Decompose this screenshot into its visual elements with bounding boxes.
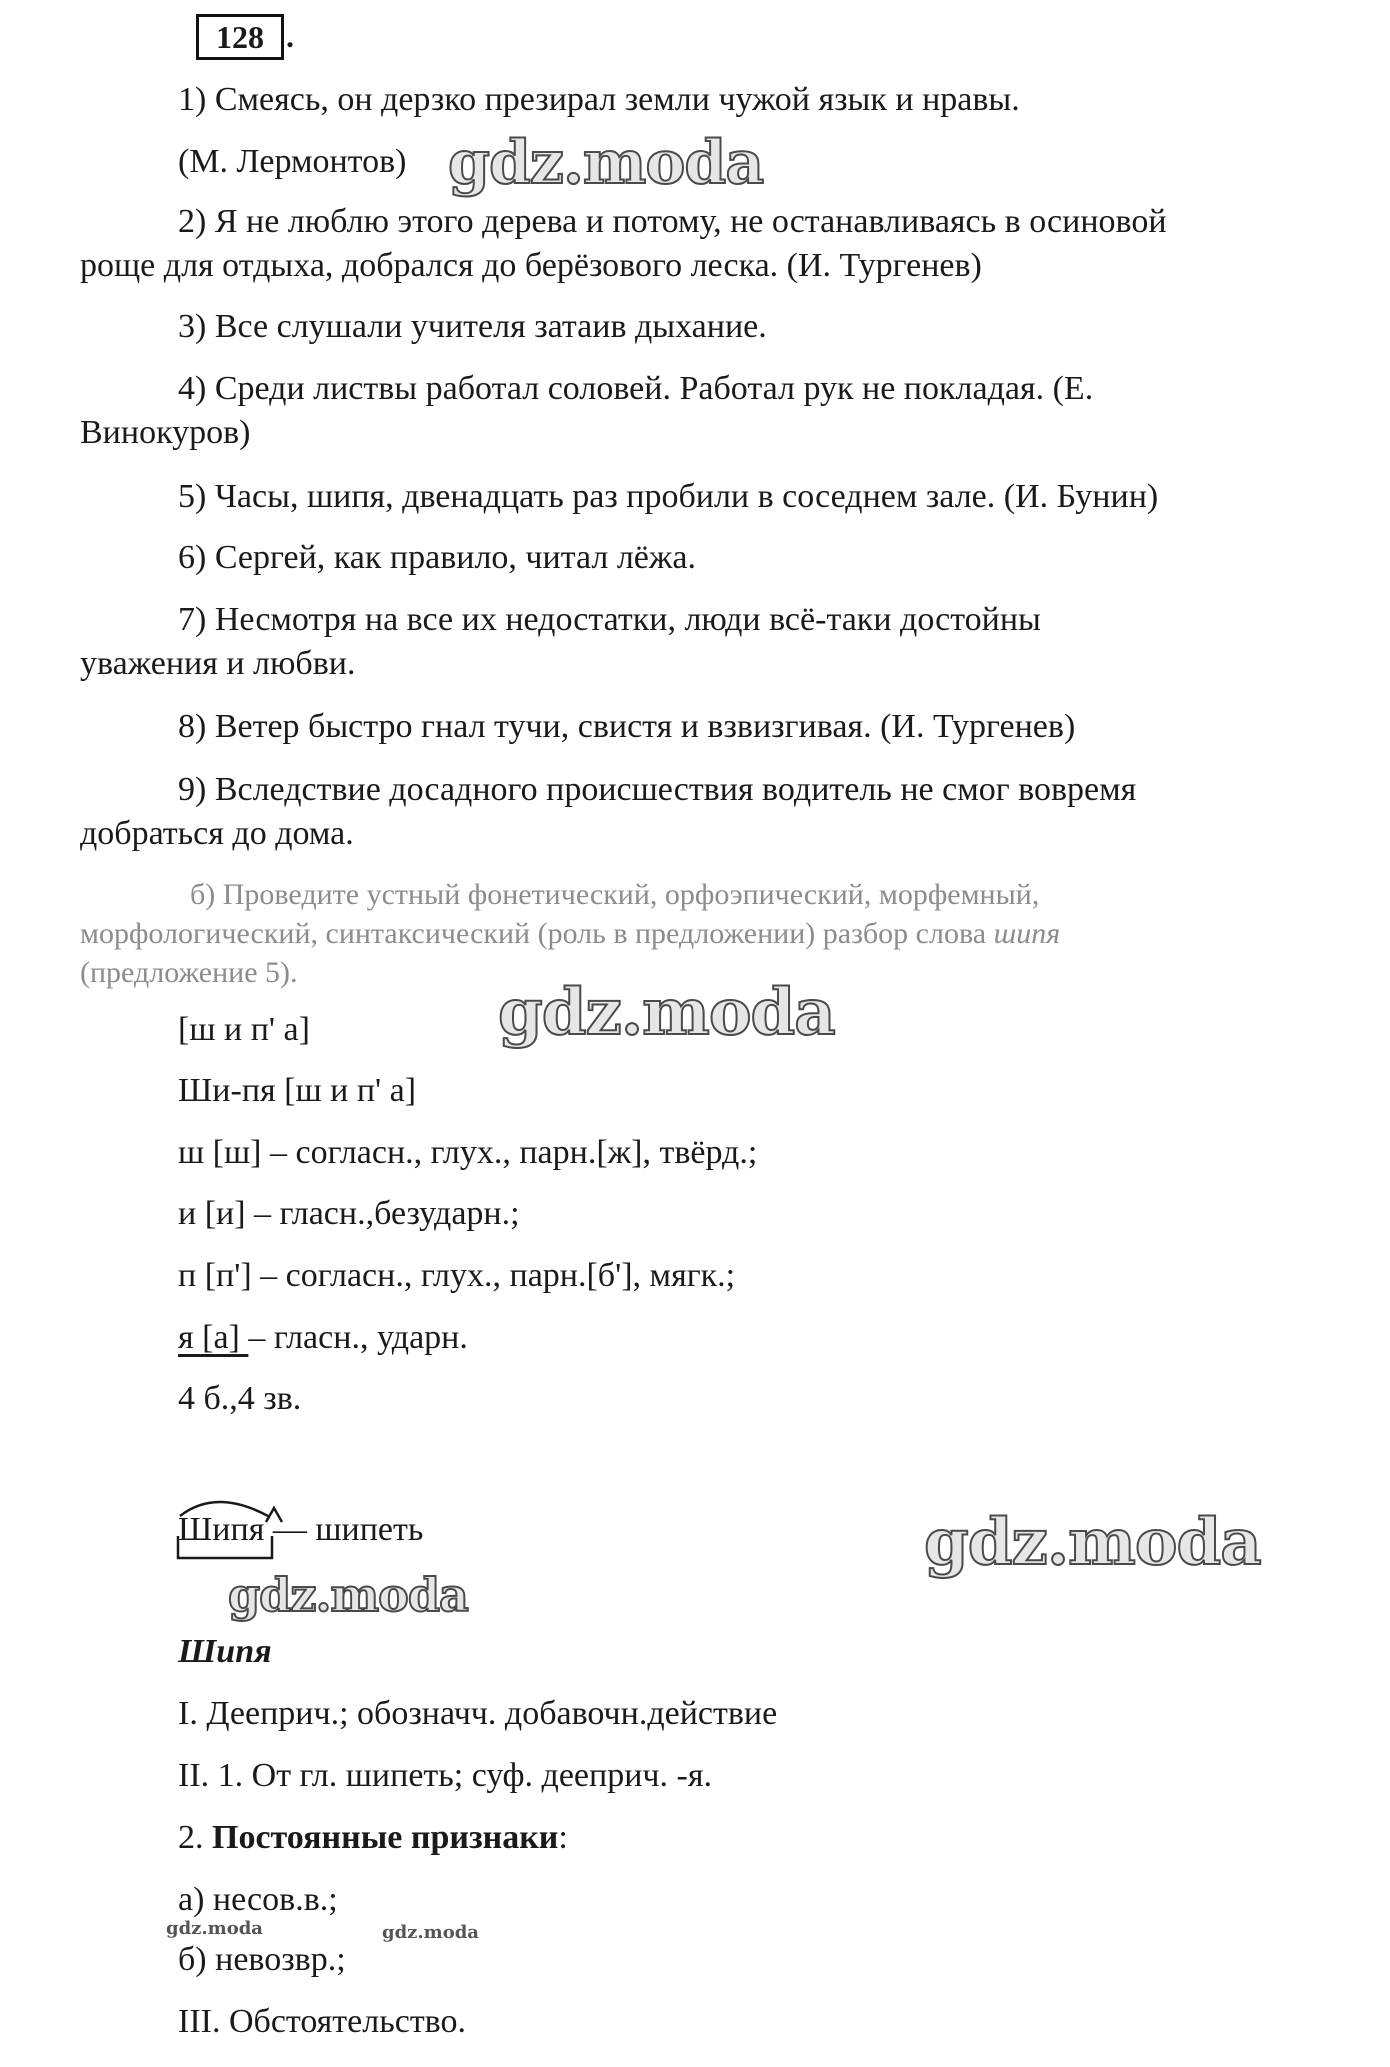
phonetic-count: 4 б.,4 зв. (178, 1380, 302, 1417)
task-line-1: б) Проведите устный фонетический, орфоэпический, морфемный, (190, 878, 1040, 911)
sentence-6-line-1: 6) Сергей, как правило, читал лёжа. (178, 539, 696, 576)
sentence-7-line-2: уважения и любви. (80, 645, 356, 682)
phonetic-sound-4-letters: я [а] (178, 1319, 249, 1356)
sentence-9-line-2: добраться до дома. (80, 815, 354, 852)
sentence-4-line-1: 4) Среди листвы работал соловей. Работал рук не покладая. (Е. (178, 370, 1094, 407)
root-arc-mark (180, 1502, 268, 1516)
morph-heading: Шипя (178, 1633, 272, 1670)
sentence-2-line-2: роще для отдыха, добрался до берёзового леска. (И. Тургенев) (80, 247, 982, 284)
phonetic-sound-3: п [п'] – согласн., глух., парн.[б'], мягк.; (178, 1257, 736, 1294)
sentence-4-line-2: Винокуров) (80, 414, 251, 451)
sentence-1-line-2: (М. Лермонтов) (178, 143, 407, 180)
morph-part-1: I. Дееприч.; обозначч. добавочн.действие (178, 1695, 778, 1732)
morph-constant-features (178, 1816, 568, 1860)
watermark-2: gdz.moda (498, 975, 835, 1050)
watermark-5: gdz.moda (166, 1918, 263, 1939)
phonetic-syllables: Ши-пя [ш и п' а] (178, 1072, 417, 1109)
phonetic-transcription: [ш и п' а] (178, 1011, 310, 1048)
sentence-2-line-1: 2) Я не люблю этого дерева и потому, не останавливаясь в осиновой (178, 203, 1167, 240)
morphemic-word: Шипя (178, 1511, 265, 1548)
sentence-5-line-1: 5) Часы, шипя, двенадцать раз пробили в соседнем зале. (И. Бунин) (178, 478, 1159, 515)
watermark-4: gdz.moda (228, 1568, 468, 1622)
sentence-9-line-1: 9) Вследствие досадного происшествия водитель не смог вовремя (178, 771, 1137, 808)
phonetic-sound-2: и [и] – гласн.,безударн.; (178, 1195, 520, 1232)
task-line-2-text: морфологический, синтаксический (роль в предложении) разбор слова (80, 917, 994, 950)
morphemic-rest: — шипеть (264, 1511, 424, 1548)
exercise-number-dot: . (286, 18, 294, 54)
watermark-3: gdz.moda (924, 1505, 1261, 1580)
morph-constant-label: Постоянные признаки (212, 1819, 559, 1856)
task-line-3: (предложение 5). (80, 956, 298, 989)
morph-part-3: III. Обстоятельство. (178, 2003, 467, 2040)
task-line-2 (80, 914, 1060, 954)
sentence-1-line-1: 1) Смеясь, он дерзко презирал земли чужой язык и нравы. (178, 81, 1020, 118)
exercise-number: 128 (196, 14, 284, 60)
morph-part-2: II. 1. От гл. шипеть; суф. дееприч. -я. (178, 1757, 712, 1794)
sentence-3-line-1: 3) Все слушали учителя затаив дыхание. (178, 308, 767, 345)
morph-constant-colon: : (558, 1819, 568, 1856)
morph-constant-num: 2. (178, 1819, 212, 1856)
watermark-6: gdz.moda (382, 1922, 479, 1943)
phonetic-sound-4-rest: – гласн., ударн. (248, 1319, 468, 1356)
morph-feature-b: б) невозвр.; (178, 1941, 346, 1978)
sentence-8-line-1: 8) Ветер быстро гнал тучи, свистя и взвизгивая. (И. Тургенев) (178, 708, 1076, 745)
phonetic-sound-1: ш [ш] – согласн., глух., парн.[ж], твёрд.; (178, 1134, 758, 1171)
phonetic-sound-4 (178, 1316, 468, 1360)
task-word: шипя (993, 917, 1061, 950)
base-bracket-mark (178, 1536, 272, 1558)
sentence-7-line-1: 7) Несмотря на все их недостатки, люди всё-таки достойны (178, 601, 1041, 638)
morph-feature-a: а) несов.в.; (178, 1881, 338, 1918)
watermark-1: gdz.moda (448, 128, 764, 198)
